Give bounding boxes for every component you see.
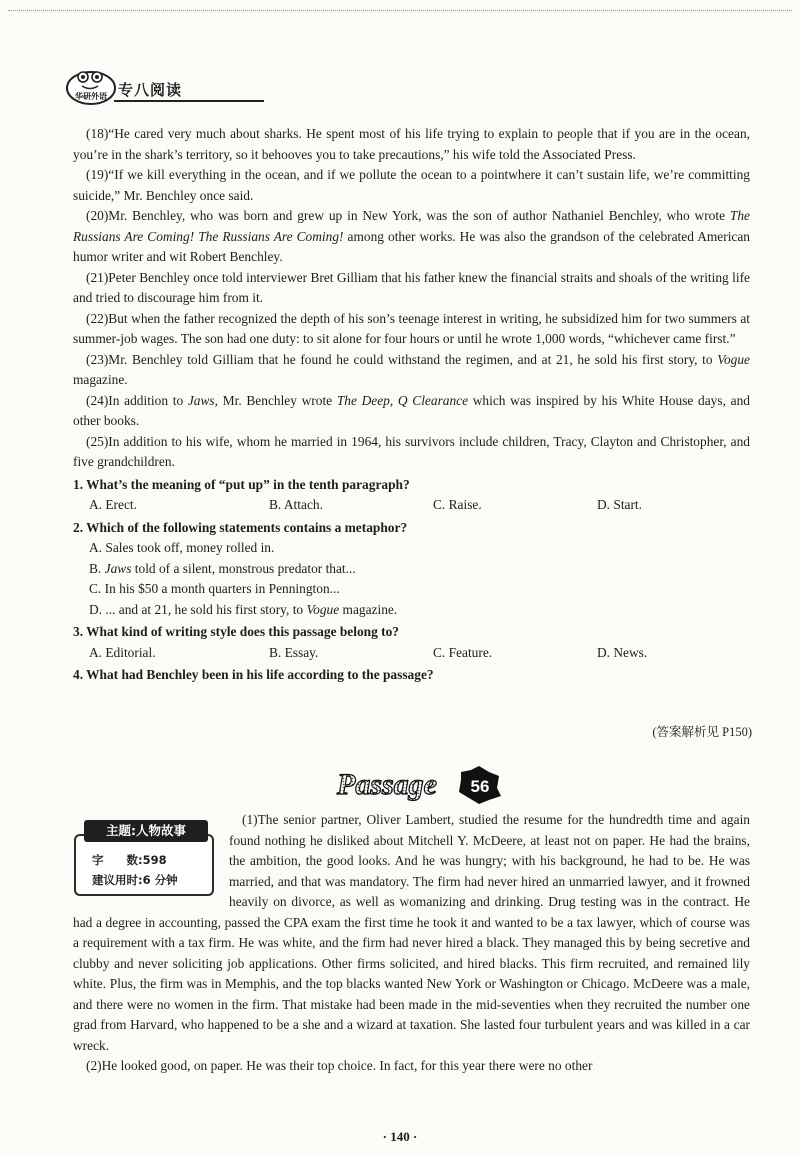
q2-option-c[interactable]: C. In his $50 a month quarters in Pennington... — [89, 581, 340, 596]
paragraph-18: (18)“He cared very much about sharks. He spent most of his life trying to explain to people that if you are in the ocean, you’re in the shark’s territory, so it behooves you to take precautions,” his wife told the Associated Press. — [73, 126, 750, 162]
page-header — [64, 66, 224, 108]
paragraph-20: (20)Mr. Benchley, who was born and grew up in New York, was the son of author Nathaniel Benchley, who wrote The Russians Are Coming! The Russians Are Coming! among other works. He was also the grandson of the celebrated American humor writer and wit Robert Benchley. — [73, 208, 750, 264]
q3-option-b[interactable]: B. Essay. — [269, 644, 319, 660]
top-rule — [8, 10, 792, 11]
question-1-options — [73, 495, 750, 516]
q3-option-c[interactable]: C. Feature. — [433, 644, 493, 660]
paragraph-22: (22)But when the father recognized the depth of his son’s teenage interest in writing, he subsidized him for two summers at summer-job wages. The son had one duty: to sit alone for four hours or until he wrote 1,000 words, “whichever came first.” — [73, 310, 750, 346]
q3-option-d[interactable]: D. News. — [597, 644, 648, 660]
paragraph-25: (25)In addition to his wife, whom he married in 1964, his survivors include children, Tracy, Clayton and Christopher, and five grandchildren. — [73, 433, 750, 469]
q3-option-a[interactable]: A. Editorial. — [89, 644, 156, 660]
q1-option-a[interactable]: A. Erect. — [89, 497, 137, 512]
q1-option-b[interactable]: B. Attach. — [269, 497, 323, 512]
answer-reference: (答案解析见 P150) — [652, 725, 752, 739]
question-3-stem: 3. What kind of writing style does this passage belong to? — [73, 624, 400, 639]
question-3-options — [73, 643, 750, 664]
page-number: · 140 · — [382, 1129, 418, 1144]
header-underline — [114, 100, 264, 102]
section-title: 专八阅读 — [118, 81, 183, 99]
passage-56-body — [73, 810, 750, 1077]
q2-option-a[interactable]: A. Sales took off, money rolled in. — [89, 540, 275, 555]
q1-option-c[interactable]: C. Raise. — [433, 497, 482, 512]
paragraph-21: (21)Peter Benchley once told interviewer Bret Gilliam that his father knew the financial straits and shoals of the writing life and tried to discourage him from it. — [73, 269, 750, 305]
passage-title-banner — [333, 762, 503, 806]
question-2-stem: 2. Which of the following statements contains a metaphor? — [73, 519, 408, 535]
passage-word: Passage — [337, 768, 437, 801]
question-1-stem: 1. What’s the meaning of “put up” in the tenth paragraph? — [73, 476, 410, 492]
paragraph-19: (19)“If we kill everything in the ocean, and if we pollute the ocean to a pointwhere it can’t sustain life, we’re committing suicide,” Mr. Benchley once said. — [73, 167, 750, 203]
passage-56-paragraph-1: (1)The senior partner, Oliver Lambert, studied the resume for the hundredth time and again found nothing he disliked about Mitchell Y. McDeere, at least not on paper. He had the brains, the ambition, the good looks. And he was hungry; with his background, he had to be. He was married, and that was mandatory. The firm had never hired an unmarried lawyer, and it frowned heavily on divorce, as well as womanizing and drinking. Drug testing was in the contract. He had a degree in accounting, passed the CPA exam the first time he took it and wanted to be a tax lawyer, which of course was a requirement with a tax firm. He was white, and the firm had never hired a black. They managed this by being secretive and clubby and never soliciting job applications. Other firms solicited, and hired blacks. This firm recruited, and remained lily white. Plus, the firm was in Memphis, and the top blacks wanted New York or Washington or Chicago. McDeere was a male, and there were no women in the firm. That mistake had been made in the mid-seventies when they recruited the number one grad from Harvard, who happened to be a she and a wizard at taxation. She lasted four turbulent years and was killed in a car wreck. — [73, 812, 750, 1053]
frog-logo-icon — [64, 66, 118, 106]
question-4-stem: 4. What had Benchley been in his life according to the passage? — [73, 667, 434, 682]
q2-option-b[interactable]: B. Jaws told of a silent, monstrous predator that... — [89, 560, 356, 576]
word-count: 字 数:598 — [92, 853, 167, 867]
passage-body-top — [73, 124, 750, 686]
q2-option-d[interactable]: D. ... and at 21, he sold his first story, to Vogue magazine. — [89, 601, 398, 617]
suggested-time: 建议用时:6 分钟 — [92, 873, 178, 887]
topic-label: 主题:人物故事 — [84, 820, 208, 842]
passage-number: 56 — [470, 777, 490, 796]
svg-text:华研外语: 华研外语 — [75, 92, 107, 101]
paragraph-23: (23)Mr. Benchley told Gilliam that he found he could withstand the regimen, and at 21, he sold his first story, to Vogue magazine. — [73, 351, 750, 387]
paragraph-24: (24)In addition to Jaws, Mr. Benchley wrote The Deep, Q Clearance which was inspired by his White House days, and other books. — [73, 392, 750, 428]
q1-option-d[interactable]: D. Start. — [597, 497, 643, 512]
passage-56-paragraph-2: (2)He looked good, on paper. He was their top choice. In fact, for this year there were no other — [86, 1058, 593, 1073]
